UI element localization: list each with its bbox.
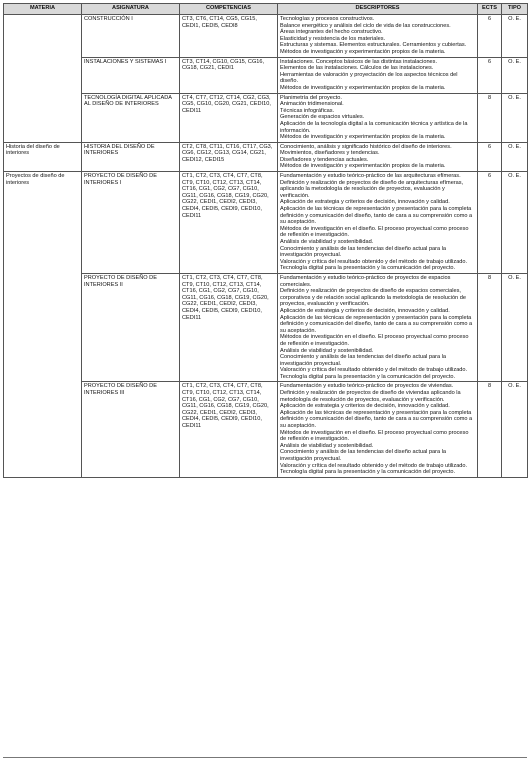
table-row	[4, 172, 528, 274]
descriptor-line: Elementos de las instalaciones. Cálculos de las instalaciones.	[280, 65, 434, 72]
descriptor-line: Métodos de investigación en el diseño. El proceso proyectual como proceso de reflexión e investigación.	[280, 429, 469, 443]
ects-cell: 6	[478, 57, 502, 93]
competencias-cell: CT3, CT14, CG10, CG15, CG16, CG18, CG21, CEDI1	[180, 57, 278, 93]
descriptor-line: Conocimiento y análisis de las tendencias del diseño actual para la investigación proyectual.	[280, 354, 447, 367]
asignatura-cell: PROYECTO DE DISEÑO DE INTERIORES I	[82, 172, 180, 274]
descriptor-line: Tecnologías y procesos constructivos.	[280, 16, 375, 22]
descriptores-cell	[278, 273, 478, 382]
descriptor-line: Análisis de viabilidad y sostenibilidad.	[280, 239, 374, 245]
descriptor-line: Aplicación de las técnicas de representación y presentación para la completa definición y comunicación del diseño, tanto de cara a su comprensión como a su aceptación.	[280, 206, 473, 226]
descriptor-line: Conocimiento y análisis de las tendencias del diseño actual para la investigación proyectual.	[280, 245, 447, 259]
descriptores-cell	[278, 15, 478, 58]
descriptor-line: Tecnología digital para la presentación y la comunicación del proyecto.	[280, 373, 456, 380]
header-descriptores: DESCRIPTORES	[278, 4, 478, 15]
competencias-cell: CT1, CT2, CT3, CT4, CT7, CT8, CT9, CT10, CT12, CT13, CT14, CT16, CG1, CG2, CG7, CG10, CG11, CG16, CG18, CG19, CG20, CG22, CEDI1, CEDI2, CEDI3, CEDI4, CEDI5, CEDI9, CEDI10, CEDI11	[180, 382, 278, 477]
ects-cell: 8	[478, 382, 502, 477]
descriptor-line: Balance energético y análisis del ciclo de vida de las construcciones.	[280, 22, 451, 29]
descriptor-line: Métodos de investigación y experimentación propios de la materia.	[280, 48, 446, 55]
materia-cell: Proyectos de diseño de interiores	[4, 172, 82, 478]
descriptor-line: Estructuras y sistemas. Elementos estructurales. Cerramientos y cubiertas.	[280, 42, 467, 49]
table-row	[4, 93, 528, 142]
ects-cell: 6	[478, 142, 502, 171]
descriptor-line: Conocimiento, análisis y significado histórico del diseño de interiores.	[280, 143, 452, 150]
header-materia: MATERIA	[4, 4, 82, 15]
descriptor-line: Conocimiento y análisis de las tendencias del diseño actual para la investigación proyectual.	[280, 449, 447, 462]
descriptor-line: Análisis de viabilidad y sostenibilidad.	[280, 347, 374, 354]
descriptores-cell	[278, 142, 478, 171]
header-asignatura: ASIGNATURA	[82, 4, 180, 15]
table-row	[4, 57, 528, 93]
descriptor-line: Fundamentación y estudio teórico-práctico de las arquitecturas efímeras.	[280, 173, 461, 180]
descriptor-line: Definición y realización de proyectos de diseño de espacios comerciales, corporativos y de relación social aplicando la metodología de resolución de proyectos, evaluación y verificación.	[280, 288, 466, 308]
tipo-cell: O. E.	[502, 273, 528, 382]
descriptor-line: Definición y realización de proyectos de diseño de viviendas aplicando la metodología de resolución de proyectos, evaluación y verificación.	[280, 390, 461, 403]
competencias-cell: CT3, CT6, CT14, CG5, CG15, CEDI1, CEDI5, CEDI8	[180, 15, 278, 58]
descriptor-line: Aplicación de estrategia y criterios de decisión, innovación y calidad.	[280, 307, 450, 314]
competencias-cell: CT1, CT2, CT3, CT4, CT7, CT8, CT9, CT10, CT12, CT13, CT14, CT16, CG1, CG2, CG7, CG10, CG11, CG16, CG18, CG19, CG20, CG22, CEDI1, CEDI2, CEDI3, CEDI4, CEDI5, CEDI9, CEDI10, CEDI11	[180, 273, 278, 382]
descriptor-line: Instalaciones. Conceptos básicos de las distintas instalaciones.	[280, 58, 438, 65]
descriptor-line: Áreas integrantes del hecho constructivo.	[280, 29, 383, 36]
ects-cell: 8	[478, 273, 502, 382]
asignatura-cell: PROYECTO DE DISEÑO DE INTERIORES II	[82, 273, 180, 382]
curriculum-table	[3, 3, 528, 478]
asignatura-cell: HISTORIA DEL DISEÑO DE INTERIORES	[82, 142, 180, 171]
descriptor-line: Generación de espacios virtuales.	[280, 114, 365, 121]
descriptor-line: Análisis de viabilidad y sostenibilidad.	[280, 442, 374, 449]
competencias-cell: CT4, CT7, CT12, CT14, CG2, CG3, CG5, CG10, CG20, CG21, CEDI10, CEDI11	[180, 93, 278, 142]
table-row	[4, 273, 528, 382]
asignatura-cell: CONSTRUCCIÓN I	[82, 15, 180, 58]
descriptor-line: Métodos de investigación y experimentación propios de la materia.	[280, 84, 446, 91]
descriptores-cell	[278, 57, 478, 93]
descriptor-line: Valoración y crítica del resultado obtenido y del método de trabajo utilizado.	[280, 367, 468, 374]
descriptor-line: Técnicas infográficas.	[280, 107, 335, 114]
descriptor-line: Planimetría del proyecto.	[280, 94, 342, 101]
tipo-cell: O. E.	[502, 15, 528, 58]
descriptor-line: Aplicación de las técnicas de representación y presentación para la completa definición y comunicación del diseño, tanto de cara a su comprensión como a su aceptación.	[280, 409, 473, 430]
header-row	[4, 4, 528, 15]
descriptor-line: Métodos de investigación en el diseño. El proceso proyectual como proceso de reflexión e investigación.	[280, 334, 469, 347]
table-row	[4, 15, 528, 58]
competencias-cell: CT1, CT2, CT3, CT4, CT7, CT8, CT9, CT10, CT12, CT13, CT14, CT16, CG1, CG2, CG7, CG10, CG11, CG16, CG18, CG19, CG20, CG22, CEDI1, CEDI2, CEDI3, CEDI4, CEDI5, CEDI9, CEDI10, CEDI11	[180, 172, 278, 274]
asignatura-cell: INSTALACIONES Y SISTEMAS I	[82, 57, 180, 93]
descriptor-line: Aplicación de la tecnología digital a la comunicación técnica y artística de la información.	[280, 120, 468, 134]
descriptor-line: Movimientos, diseñadores y tendencias.	[280, 150, 380, 157]
descriptor-line: Valoración y crítica del resultado obtenido y del método de trabajo utilizado.	[280, 258, 468, 265]
descriptor-line: Aplicación de estrategia y criterios de decisión, innovación y calidad.	[280, 199, 450, 206]
descriptor-line: Diseñadores y tendencias actuales.	[280, 156, 369, 163]
descriptor-line: Tecnología digital para la presentación y la comunicación del proyecto.	[280, 265, 456, 272]
descriptores-cell	[278, 93, 478, 142]
header-competencias: COMPETENCIAS	[180, 4, 278, 15]
descriptor-line: Métodos de investigación en el diseño. El proceso proyectual como proceso de reflexión e investigación.	[280, 225, 469, 239]
ects-cell: 6	[478, 172, 502, 274]
table-row	[4, 382, 528, 477]
tipo-cell: O. E.	[502, 172, 528, 274]
tipo-cell: O. E.	[502, 142, 528, 171]
descriptor-line: Fundamentación y estudio teórico-práctico de proyectos de espacios comerciales.	[280, 274, 451, 288]
page-bottom-rule	[3, 757, 527, 758]
descriptor-line: Herramientas de valoración y proyectación de los aspectos técnicos del diseño.	[280, 71, 458, 85]
descriptores-cell	[278, 382, 478, 477]
table-header	[4, 4, 528, 15]
descriptores-cell	[278, 172, 478, 274]
asignatura-cell: PROYECTO DE DISEÑO DE INTERIORES III	[82, 382, 180, 477]
descriptor-line: Fundamentación y estudio teórico-práctico de proyectos de viviendas.	[280, 383, 454, 390]
materia-cell	[4, 15, 82, 143]
descriptor-line: Aplicación de las técnicas de representación y presentación para la completa definición y comunicación del diseño, tanto de cara a su comprensión como a su aceptación.	[280, 314, 473, 334]
table-body	[4, 15, 528, 478]
descriptor-line: Tecnología digital para la presentación y la comunicación del proyecto.	[280, 469, 456, 476]
tipo-cell: O. E.	[502, 93, 528, 142]
descriptor-line: Animación tridimensional.	[280, 101, 344, 108]
ects-cell: 8	[478, 93, 502, 142]
ects-cell: 6	[478, 15, 502, 58]
descriptor-line: Elasticidad y resistencia de los materiales.	[280, 35, 386, 42]
materia-cell: Historia del diseño de interiores	[4, 142, 82, 171]
asignatura-cell: TECNOLOGÍA DIGITAL APLICADA AL DISEÑO DE INTERIORES	[82, 93, 180, 142]
tipo-cell: O. E.	[502, 57, 528, 93]
descriptor-line: Definición y realización de proyectos de diseño de arquitecturas efímeras, aplicando la metodología de resolución de proyectos, evaluación y verificación.	[280, 179, 464, 199]
descriptor-line: Valoración y crítica del resultado obtenido y del método de trabajo utilizado.	[280, 462, 468, 469]
header-tipo: TIPO	[502, 4, 528, 15]
header-ects: ECTS	[478, 4, 502, 15]
tipo-cell: O. E.	[502, 382, 528, 477]
descriptor-line: Métodos de investigación y experimentación propios de la materia.	[280, 163, 446, 170]
descriptor-line: Aplicación de estrategia y criterios de decisión, innovación y calidad.	[280, 403, 450, 410]
competencias-cell: CT2, CT8, CT11, CT16, CT17, CG3, CG6, CG12, CG13, CG14, CG21, CEDI12, CEDI15	[180, 142, 278, 171]
descriptor-line: Métodos de investigación y experimentación propios de la materia.	[280, 134, 446, 141]
table-row	[4, 142, 528, 171]
